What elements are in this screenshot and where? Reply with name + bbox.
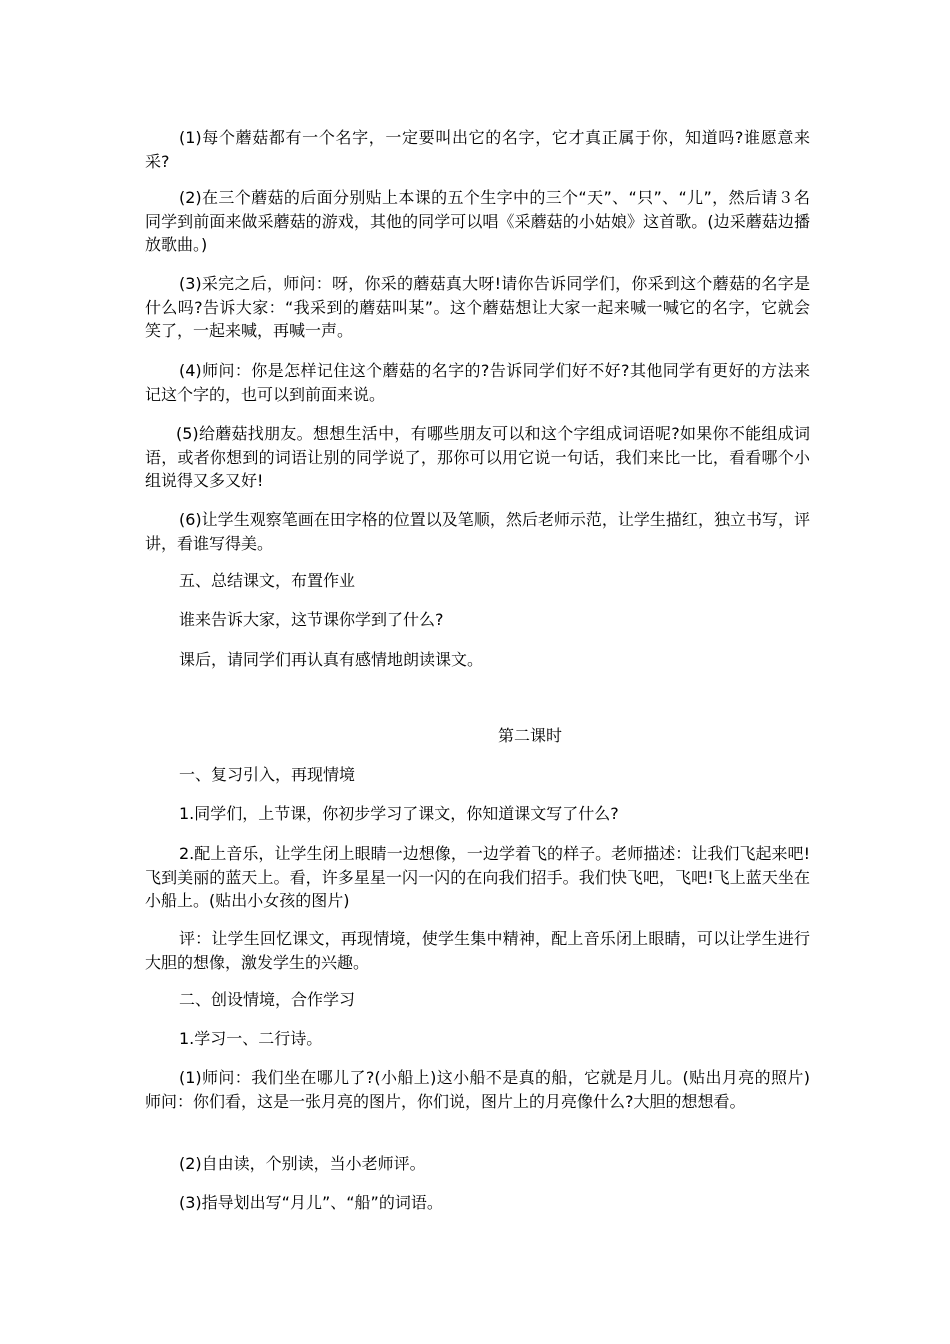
paragraph-moon-boat: (1)师问：我们坐在哪儿了?(小船上)这小船不是真的船，它就是月儿。(贴出月亮的照片)师问：你们看，这是一张月亮的图片，你们说，图片上的月亮像什么?大胆的想想看。 <box>145 1068 810 1111</box>
paragraph-free-reading: (2)自由读，个别读，当小老师评。 <box>179 1154 426 1173</box>
heading-cooperative: 二、创设情境，合作学习 <box>179 990 356 1009</box>
lesson-title: 第二课时 <box>497 726 562 745</box>
paragraph-learn-lines: 1.学习一、二行诗。 <box>179 1029 323 1048</box>
heading-review: 一、复习引入，再现情境 <box>179 765 356 784</box>
paragraph-question: 谁来告诉大家，这节课你学到了什么? <box>179 610 444 629</box>
paragraph-step-4: (4)师问：你是怎样记住这个蘑菇的名字的?告诉同学们好不好?其他同学有更好的方法来记这个字的，也可以到前面来说。 <box>145 361 810 404</box>
paragraph-comment: 评：让学生回忆课文，再现情境，使学生集中精神，配上音乐闭上眼睛，可以让学生进行大胆的想像，激发学生的兴趣。 <box>145 929 810 972</box>
paragraph-step-3: (3)采完之后，师问：呀，你采的蘑菇真大呀!请你告诉同学们，你采到这个蘑菇的名字是什么吗?告诉大家：“我采到的蘑菇叫某”。这个蘑菇想让大家一起来喊一喊它的名字，它就会笑了，一起来喊，再喊一声。 <box>145 274 810 340</box>
paragraph-homework: 课后，请同学们再认真有感情地朗读课文。 <box>179 650 484 669</box>
paragraph-step-1: (1)每个蘑菇都有一个名字，一定要叫出它的名字，它才真正属于你，知道吗?谁愿意来采? <box>145 128 810 171</box>
paragraph-review-1: 1.同学们，上节课，你初步学习了课文，你知道课文写了什么? <box>179 804 619 823</box>
paragraph-step-6: (6)让学生观察笔画在田字格的位置以及笔顺，然后老师示范，让学生描红，独立书写，评讲，看谁写得美。 <box>145 510 810 553</box>
paragraph-review-2: 2.配上音乐，让学生闭上眼睛一边想像，一边学着飞的样子。老师描述：让我们飞起来吧!飞到美丽的蓝天上。看，许多星星一闪一闪的在向我们招手。我们快飞吧，飞吧!飞上蓝天坐在小船上。(贴出小女孩的图片) <box>145 844 810 910</box>
paragraph-step-5: (5)给蘑菇找朋友。想想生活中，有哪些朋友可以和这个字组成词语呢?如果你不能组成词语，或者你想到的词语让别的同学说了，那你可以用它说一句话，我们来比一比，看看哪个小组说得又多又好! <box>145 424 810 490</box>
paragraph-underline: (3)指导划出写“月儿”、“船”的词语。 <box>179 1193 443 1212</box>
paragraph-step-2: (2)在三个蘑菇的后面分别贴上本课的五个生字中的三个“天”、“只”、“儿”，然后请３名同学到前面来做采蘑菇的游戏，其他的同学可以唱《采蘑菇的小姑娘》这首歌。(边采蘑菇边播放歌曲。) <box>145 188 810 254</box>
heading-summary: 五、总结课文，布置作业 <box>179 571 356 590</box>
